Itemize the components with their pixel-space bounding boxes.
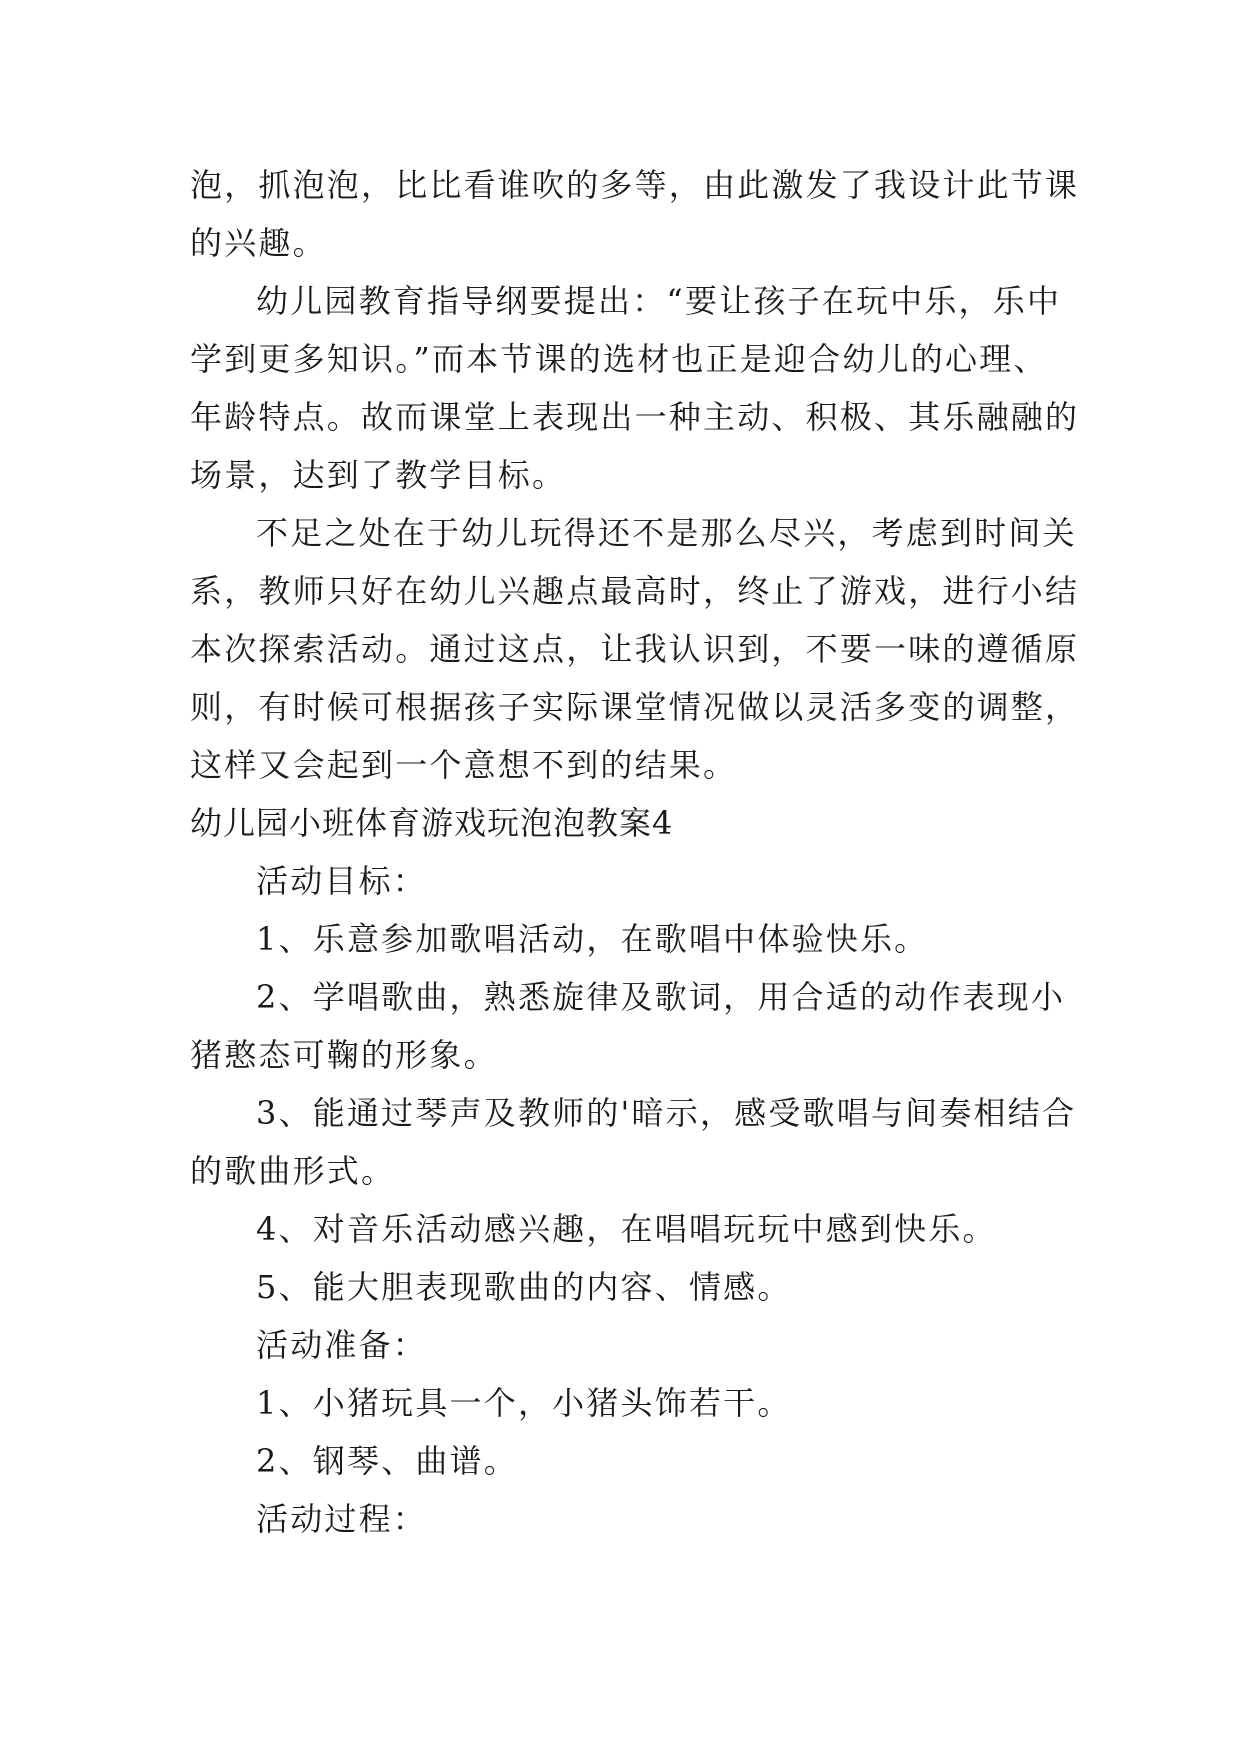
document-body	[190, 156, 1080, 1548]
paragraph-line: 不足之处在于幼儿玩得还不是那么尽兴，考虑到时间关	[256, 514, 1077, 552]
text-line: 场景，达到了教学目标。	[190, 456, 567, 494]
list-item: 4、对音乐活动感兴趣，在唱唱玩玩中感到快乐。	[256, 1210, 997, 1248]
subheading-goals: 活动目标：	[256, 862, 428, 900]
list-item: 3、能通过琴声及教师的'暗示，感受歌唱与间奏相结合	[256, 1094, 1077, 1132]
text-line: 泡，抓泡泡，比比看谁吹的多等，由此激发了我设计此节课	[190, 166, 1080, 204]
paragraph-line: 幼儿园教育指导纲要提出：“要让孩子在玩中乐，乐中	[256, 282, 1062, 320]
list-item: 5、能大胆表现歌曲的内容、情感。	[256, 1268, 792, 1306]
subheading-preparation: 活动准备：	[256, 1326, 428, 1364]
list-item: 1、乐意参加歌唱活动，在歌唱中体验快乐。	[256, 920, 929, 958]
text-line: 本次探索活动。通过这点，让我认识到，不要一味的遵循原	[190, 630, 1080, 668]
text-line: 的兴趣。	[190, 224, 327, 262]
list-item: 2、钢琴、曲谱。	[256, 1442, 518, 1480]
text-line: 的歌曲形式。	[190, 1152, 396, 1190]
text-line: 这样又会起到一个意想不到的结果。	[190, 746, 738, 784]
list-item: 2、学唱歌曲，熟悉旋律及歌词，用合适的动作表现小	[256, 978, 1066, 1016]
subheading-process: 活动过程：	[256, 1500, 428, 1538]
section-heading: 幼儿园小班体育游戏玩泡泡教案4	[190, 804, 674, 842]
list-item: 1、小猪玩具一个，小猪头饰若干。	[256, 1384, 792, 1422]
text-line: 猪憨态可鞠的形象。	[190, 1036, 498, 1074]
text-line: 年龄特点。故而课堂上表现出一种主动、积极、其乐融融的	[190, 398, 1080, 436]
text-line: 学到更多知识。”而本节课的选材也正是迎合幼儿的心理、	[190, 340, 1048, 378]
text-line: 系，教师只好在幼儿兴趣点最高时，终止了游戏，进行小结	[190, 572, 1080, 610]
text-line: 则，有时候可根据孩子实际课堂情况做以灵活多变的调整，	[190, 688, 1080, 726]
